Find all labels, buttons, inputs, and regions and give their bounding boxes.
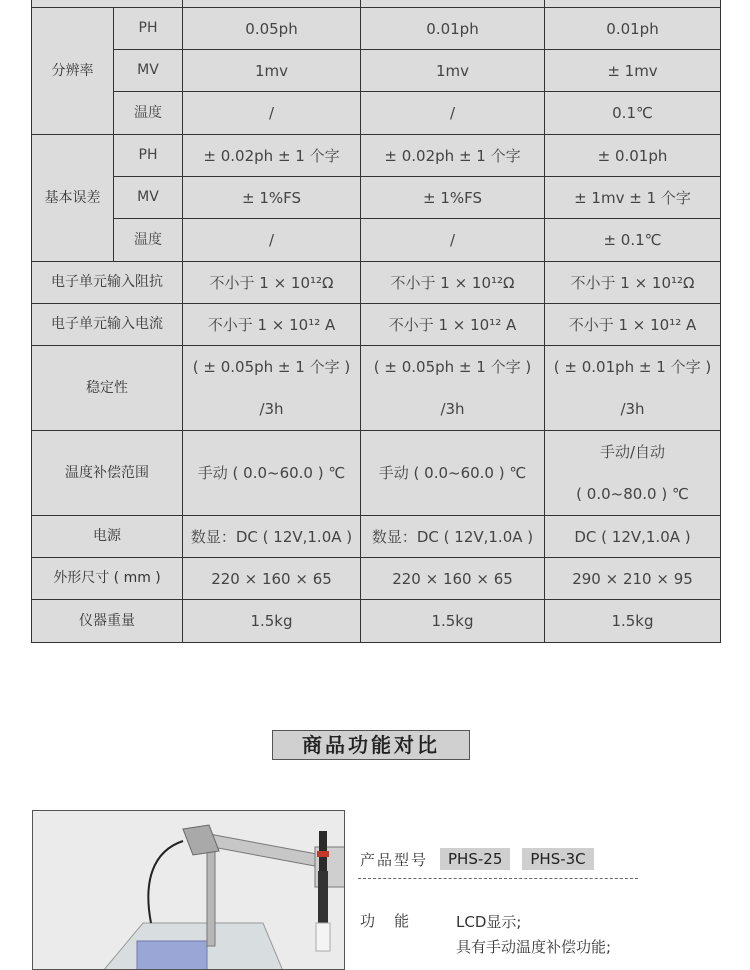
- table-cell: 290 × 210 × 95: [545, 558, 721, 600]
- table-cell: [183, 346, 361, 431]
- cell-line: ( ± 0.05ph ± 1 个字 ): [192, 358, 351, 376]
- cell-line: ( ± 0.05ph ± 1 个字 ): [373, 358, 532, 376]
- table-row: [32, 50, 721, 92]
- table-cell: 数显：DC ( 12V,1.0A ): [183, 516, 361, 558]
- ph-meter-illustration: [33, 811, 345, 970]
- table-row: [32, 8, 721, 50]
- sub-label: MV: [114, 177, 183, 219]
- row-label-stability: 稳定性: [32, 346, 183, 431]
- table-cell: /: [361, 92, 545, 135]
- model-tag-phs25: PHS-25: [440, 848, 510, 870]
- sub-label: MV: [114, 50, 183, 92]
- table-cell: 220 × 160 × 65: [183, 558, 361, 600]
- table-cell: ± 1%FS: [361, 177, 545, 219]
- table-cell: /: [183, 219, 361, 262]
- table-cell: 1mv: [361, 50, 545, 92]
- table-cell: ± 0.01ph: [545, 135, 721, 177]
- cell-line: ( 0.0~80.0 ) ℃: [576, 485, 689, 503]
- table-cell: 数显：DC ( 12V,1.0A ): [361, 516, 545, 558]
- table-cell: ± 1mv ± 1 个字: [545, 177, 721, 219]
- cell-line: ( ± 0.01ph ± 1 个字 ): [553, 358, 712, 376]
- table-cell: 0.01ph: [545, 8, 721, 50]
- table-cell: /: [183, 92, 361, 135]
- table-cell: 不小于 1 × 10¹²Ω: [183, 262, 361, 304]
- table-cell: [361, 346, 545, 431]
- table-cell: 0.1℃: [545, 92, 721, 135]
- table-cell: 不小于 1 × 10¹² A: [183, 304, 361, 346]
- table-row: [32, 135, 721, 177]
- table-cell: 0.05ph: [183, 8, 361, 50]
- row-label-impedance: 电子单元输入阻抗: [32, 262, 183, 304]
- function-label: 功 能: [360, 912, 410, 930]
- table-cell: [545, 431, 721, 516]
- cell-line: 手动/自动: [599, 443, 666, 461]
- table-cell: 220 × 160 × 65: [361, 558, 545, 600]
- row-label-temp-comp: 温度补偿范围: [32, 431, 183, 516]
- table-cell: ± 1%FS: [183, 177, 361, 219]
- table-cell: 1mv: [183, 50, 361, 92]
- model-tag-phs3c: PHS-3C: [522, 848, 593, 870]
- table-cell: ± 0.02ph ± 1 个字: [183, 135, 361, 177]
- sub-label: PH: [114, 135, 183, 177]
- table-row: [32, 0, 721, 8]
- table-cell: 手动 ( 0.0~60.0 ) ℃: [361, 431, 545, 516]
- sub-label: PH: [114, 8, 183, 50]
- table-row: [32, 304, 721, 346]
- table-cell: 不小于 1 × 10¹²Ω: [545, 262, 721, 304]
- row-label-weight: 仪器重量: [32, 600, 183, 643]
- table-cell: 0.01ph: [361, 8, 545, 50]
- table-cell: 手动 ( 0.0~60.0 ) ℃: [183, 431, 361, 516]
- table-cell: 1.5kg: [361, 600, 545, 643]
- sub-label: 温度: [114, 92, 183, 135]
- section-title: 商品功能对比: [272, 730, 470, 760]
- table-cell: 不小于 1 × 10¹² A: [361, 304, 545, 346]
- dashed-divider: [358, 878, 638, 879]
- row-label-size: 外形尺寸 ( mm ): [32, 558, 183, 600]
- table-cell: ± 0.02ph ± 1 个字: [361, 135, 545, 177]
- table-cell: ± 0.1℃: [545, 219, 721, 262]
- group-label-resolution: 分辨率: [32, 8, 114, 135]
- table-row: [32, 431, 721, 516]
- table-cell: /: [361, 219, 545, 262]
- row-label-current: 电子单元输入电流: [32, 304, 183, 346]
- function-list: [456, 910, 611, 960]
- cell-line: /3h: [259, 400, 284, 418]
- table-row: [32, 516, 721, 558]
- sub-label: 温度: [114, 219, 183, 262]
- table-row: [32, 219, 721, 262]
- table-row: [32, 558, 721, 600]
- function-item: 具有手动温度补偿功能;: [456, 938, 612, 956]
- table-cell: 不小于 1 × 10¹²Ω: [361, 262, 545, 304]
- product-photo: [32, 810, 345, 970]
- table-cell: 不小于 1 × 10¹² A: [545, 304, 721, 346]
- table-cell: DC ( 12V,1.0A ): [545, 516, 721, 558]
- table-row: [32, 346, 721, 431]
- spec-table: [31, 0, 721, 643]
- table-row: [32, 92, 721, 135]
- group-label-basic-error: 基本误差: [32, 135, 114, 262]
- table-row: [32, 262, 721, 304]
- model-label: 产品型号: [360, 850, 429, 869]
- table-cell: 1.5kg: [545, 600, 721, 643]
- row-label-power: 电源: [32, 516, 183, 558]
- cell-line: /3h: [620, 400, 645, 418]
- table-row: [32, 600, 721, 643]
- table-cell: [545, 346, 721, 431]
- function-item: LCD显示;: [456, 913, 522, 931]
- table-row: [32, 177, 721, 219]
- table-cell: 1.5kg: [183, 600, 361, 643]
- table-cell: ± 1mv: [545, 50, 721, 92]
- cell-line: /3h: [440, 400, 465, 418]
- product-model-row: [360, 848, 606, 870]
